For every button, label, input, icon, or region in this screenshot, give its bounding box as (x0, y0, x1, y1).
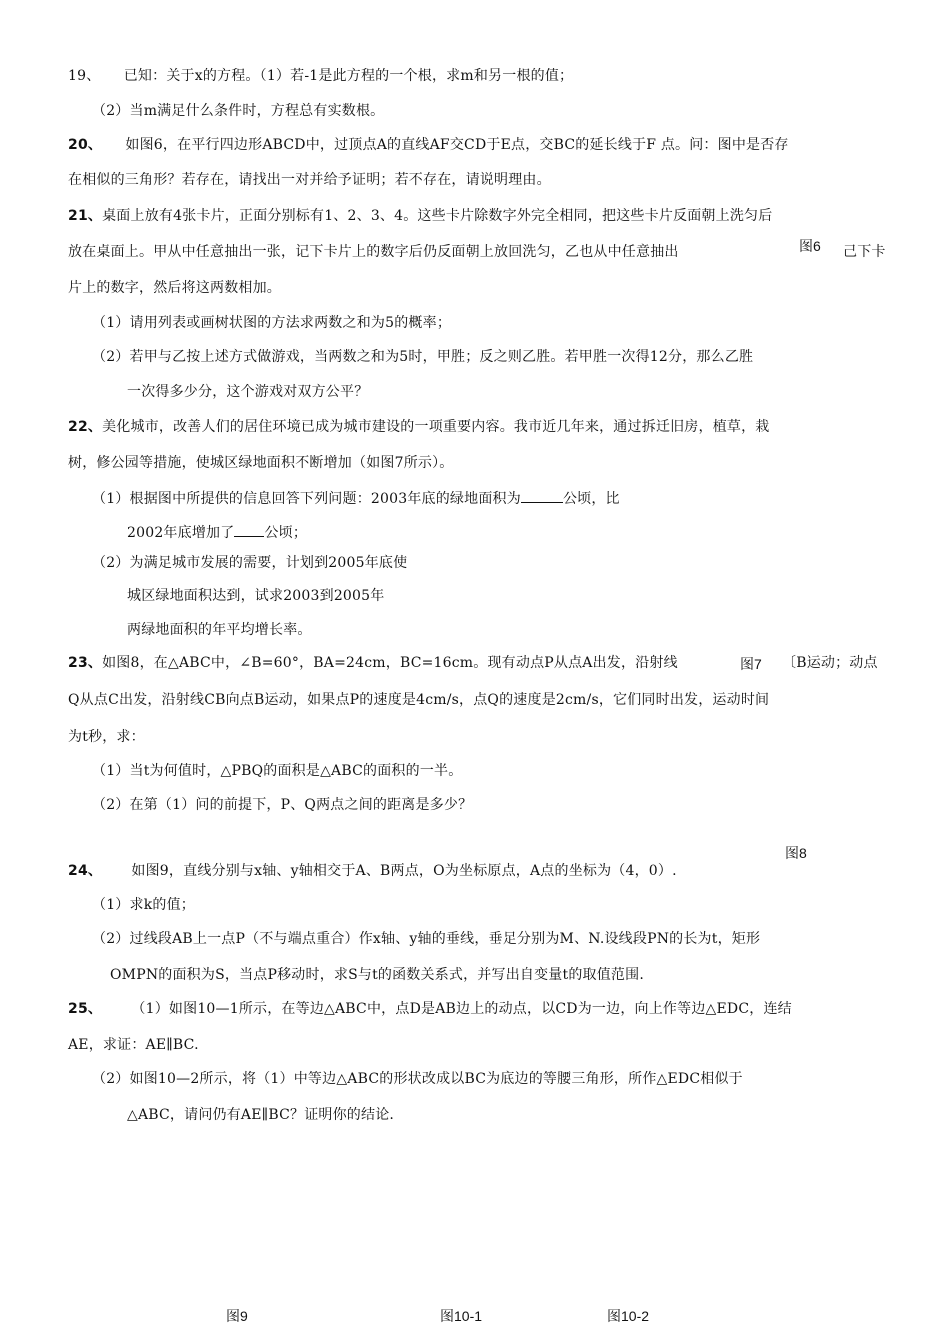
figure-6-caption: 图6 (799, 238, 821, 254)
problem-number: 25、 (68, 1001, 103, 1017)
figure-8-caption: 图8 (785, 845, 807, 861)
problem-21-line2-tail: 己下卡 (843, 244, 886, 260)
figure-10-1-caption: 图10-1 (440, 1308, 483, 1324)
problem-23-line3: 为t秒，求： (68, 729, 145, 745)
problem-23-line2: Q从点C出发，沿射线CB向点B运动，如果点P的速度是4cm/s，点Q的速度是2cm/s，它们同时出发，运动时间 (68, 692, 770, 708)
problem-21-line3: 片上的数字，然后将这两数相加。 (68, 280, 281, 296)
problem-number: 19、 (68, 68, 101, 84)
problem-22-q2c: 两绿地面积的年平均增长率。 (127, 622, 312, 638)
answer-blank (521, 487, 563, 503)
problem-22-line2: 树，修公园等措施，使城区绿地面积不断增加（如图7所示）。 (68, 455, 454, 471)
problem-number: 21、 (68, 208, 103, 224)
problem-23-line1: 23、如图8，在△ABC中，∠B=60°，BA=24cm，BC=16cm。现有动点P从点A出发，沿射线 (68, 655, 678, 671)
problem-22-q1a: （1）根据图中所提供的信息回答下列问题：2003年底的绿地面积为 公顷，比 (92, 487, 620, 509)
problem-number: 24、 (68, 863, 103, 879)
figure-10-2-caption: 图10-2 (607, 1308, 650, 1324)
problem-19-line1: 19、 已知：关于x的方程。（1）若-1是此方程的一个根，求m和另一根的值； (68, 68, 574, 84)
problem-23-q1: （1）当t为何值时，△PBQ的面积是△ABC的面积的一半。 (92, 763, 463, 779)
problem-21-q1: （1）请用列表或画树状图的方法求两数之和为5的概率； (92, 315, 452, 331)
answer-blank (234, 521, 264, 537)
figure-9-caption: 图9 (226, 1308, 248, 1324)
problem-22-q2a: （2）为满足城市发展的需要，计划到2005年底使 (92, 555, 408, 571)
problem-20-line1: 20、 如图6，在平行四边形ABCD中，过顶点A的直线AF交CD于E点，交BC的延长线于F 点。问：图中是否存 (68, 137, 789, 153)
problem-24-q1: （1）求k的值； (92, 897, 195, 913)
problem-25-q2b: △ABC，请问仍有AE∥BC？证明你的结论. (127, 1107, 395, 1123)
problem-19-line2: （2）当m满足什么条件时，方程总有实数根。 (92, 103, 385, 119)
figure-7-caption: 图7 (740, 656, 762, 672)
problem-24-q2a: （2）过线段AB上一点P（不与端点重合）作x轴、y轴的垂线，垂足分别为M、N.设线段PN的长为t，矩形 (92, 931, 761, 947)
problem-number: 23、 (68, 655, 103, 671)
problem-24-line1: 24、 如图9，直线分别与x轴、y轴相交于A、B两点，O为坐标原点，A点的坐标为（4，0）. (68, 863, 677, 879)
problem-21-line1: 21、桌面上放有4张卡片，正面分别标有1、2、3、4。这些卡片除数字外完全相同，把这些卡片反面朝上洗匀后 (68, 208, 773, 224)
problem-24-q2b: OMPN的面积为S，当点P移动时，求S与t的函数关系式，并写出自变量t的取值范围. (110, 967, 644, 983)
problem-25-line2: AE，求证：AE∥BC. (68, 1037, 199, 1053)
problem-25-line1: 25、 （1）如图10—1所示，在等边△ABC中，点D是AB边上的动点，以CD为一边，向上作等边△EDC，连结 (68, 1001, 792, 1017)
problem-25-q2a: （2）如图10—2所示，将（1）中等边△ABC的形状改成以BC为底边的等腰三角形，所作△EDC相似于 (92, 1071, 743, 1087)
problem-21-q2b: 一次得多少分，这个游戏对双方公平？ (127, 384, 369, 400)
problem-23-q2: （2）在第（1）问的前提下，P、Q两点之间的距离是多少？ (92, 797, 473, 813)
problem-22-line1: 22、美化城市，改善人们的居住环境已成为城市建设的一项重要内容。我市近几年来，通过拆迁旧房，植草，栽 (68, 419, 770, 435)
problem-20-line2: 在相似的三角形？若存在，请找出一对并给予证明；若不存在，请说明理由。 (68, 172, 551, 188)
problem-22-q1b: 2002年底增加了 公顷； (127, 521, 307, 543)
problem-number: 20、 (68, 137, 103, 153)
problem-21-line2: 放在桌面上。甲从中任意抽出一张，记下卡片上的数字后仍反面朝上放回洗匀，乙也从中任意抽出 (68, 244, 679, 260)
problem-23-line1-tail: 〔B运动；动点 (782, 655, 878, 671)
problem-21-q2a: （2）若甲与乙按上述方式做游戏，当两数之和为5时，甲胜；反之则乙胜。若甲胜一次得12分，那么乙胜 (92, 349, 754, 365)
problem-22-q2b: 城区绿地面积达到，试求2003到2005年 (127, 588, 385, 604)
problem-number: 22、 (68, 419, 103, 435)
